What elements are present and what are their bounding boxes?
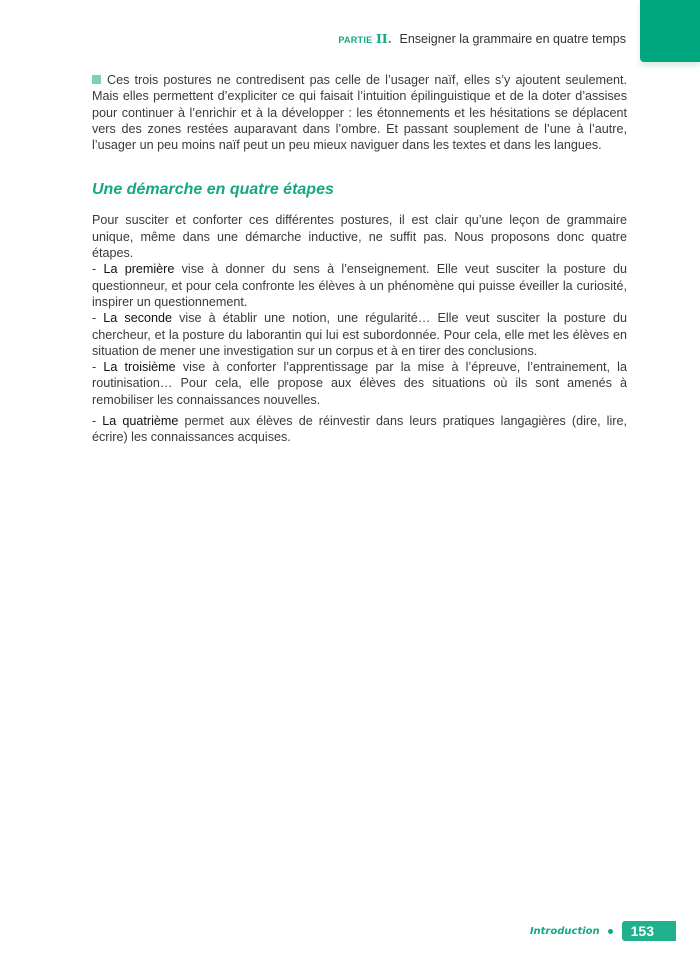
page-number: 153 [622, 921, 676, 941]
body-content [92, 72, 627, 446]
step-text: vise à conforter l’apprentissage par la mise à l’épreuve, l’entrainement, la routinisation… Pour cela, elle propose aux élèves des situations où ils sont amenés à remobiliser les connaissances nouvelles. [92, 360, 627, 407]
step-dash: - [92, 414, 103, 429]
step-dash: - [92, 311, 104, 326]
intro-paragraph [92, 72, 627, 153]
step-text: vise à donner du sens à l’enseignement. Elle veut susciter la posture du questionneur, et pour cela confronte les élèves à un phénomène qui puisse éveiller la curiosité, inspirer un questionnement. [92, 262, 627, 309]
step-item [92, 261, 627, 310]
step-keyword: La première [103, 262, 175, 277]
step-item [92, 310, 627, 359]
square-bullet-icon [92, 75, 101, 84]
step-dash: - [92, 262, 104, 277]
step-text: permet aux élèves de réinvestir dans leurs pratiques langagières (dire, lire, écrire) les connaissances acquises. [92, 414, 627, 445]
running-header [338, 31, 626, 46]
section-intro: Pour susciter et conforter ces différentes postures, il est clair qu’une leçon de grammaire unique, même dans une démarche inductive, ne suffit pas. Nous proposons donc quatre étapes. [92, 213, 627, 261]
step-dash: - [92, 360, 104, 375]
step-text: vise à établir une notion, une régularité… Elle veut susciter la posture du chercheur, et la posture du laborantin qui lui est subordonnée. Pour cela, elle met les élèves en situation de mener une investigation sur un corpus et à en tirer des conclusions. [92, 311, 627, 358]
step-keyword: La quatrième [102, 414, 179, 429]
chapter-tab [640, 0, 700, 62]
partie-label: PARTIE [338, 35, 373, 45]
step-item [92, 413, 627, 446]
header-title: Enseigner la grammaire en quatre temps [399, 32, 626, 46]
partie-number: II. [375, 31, 392, 46]
step-item [92, 359, 627, 408]
section-title: Une démarche en quatre étapes [92, 181, 334, 199]
intro-text: Ces trois postures ne contredisent pas celle de l’usager naïf, elles s’y ajoutent seulement. Mais elles permettent d’expliciter ce qui faisait l’intuition épilinguistique et de la doter d’assises pour continuer à l’enrichir et à la développer : les étonnements et les hésitations se déplacent vers des zones restées auparavant dans l’ombre. Et passant souplement de l’une à l’autre, l’usager un peu moins naïf peut un peu mieux naviguer dans les textes et dans les langues. [92, 73, 627, 153]
step-keyword: La troisième [103, 360, 176, 375]
step-keyword: La seconde [103, 311, 173, 326]
bullet-dot-icon [608, 929, 613, 934]
page-footer [530, 921, 676, 941]
footer-section: Introduction [529, 925, 600, 937]
